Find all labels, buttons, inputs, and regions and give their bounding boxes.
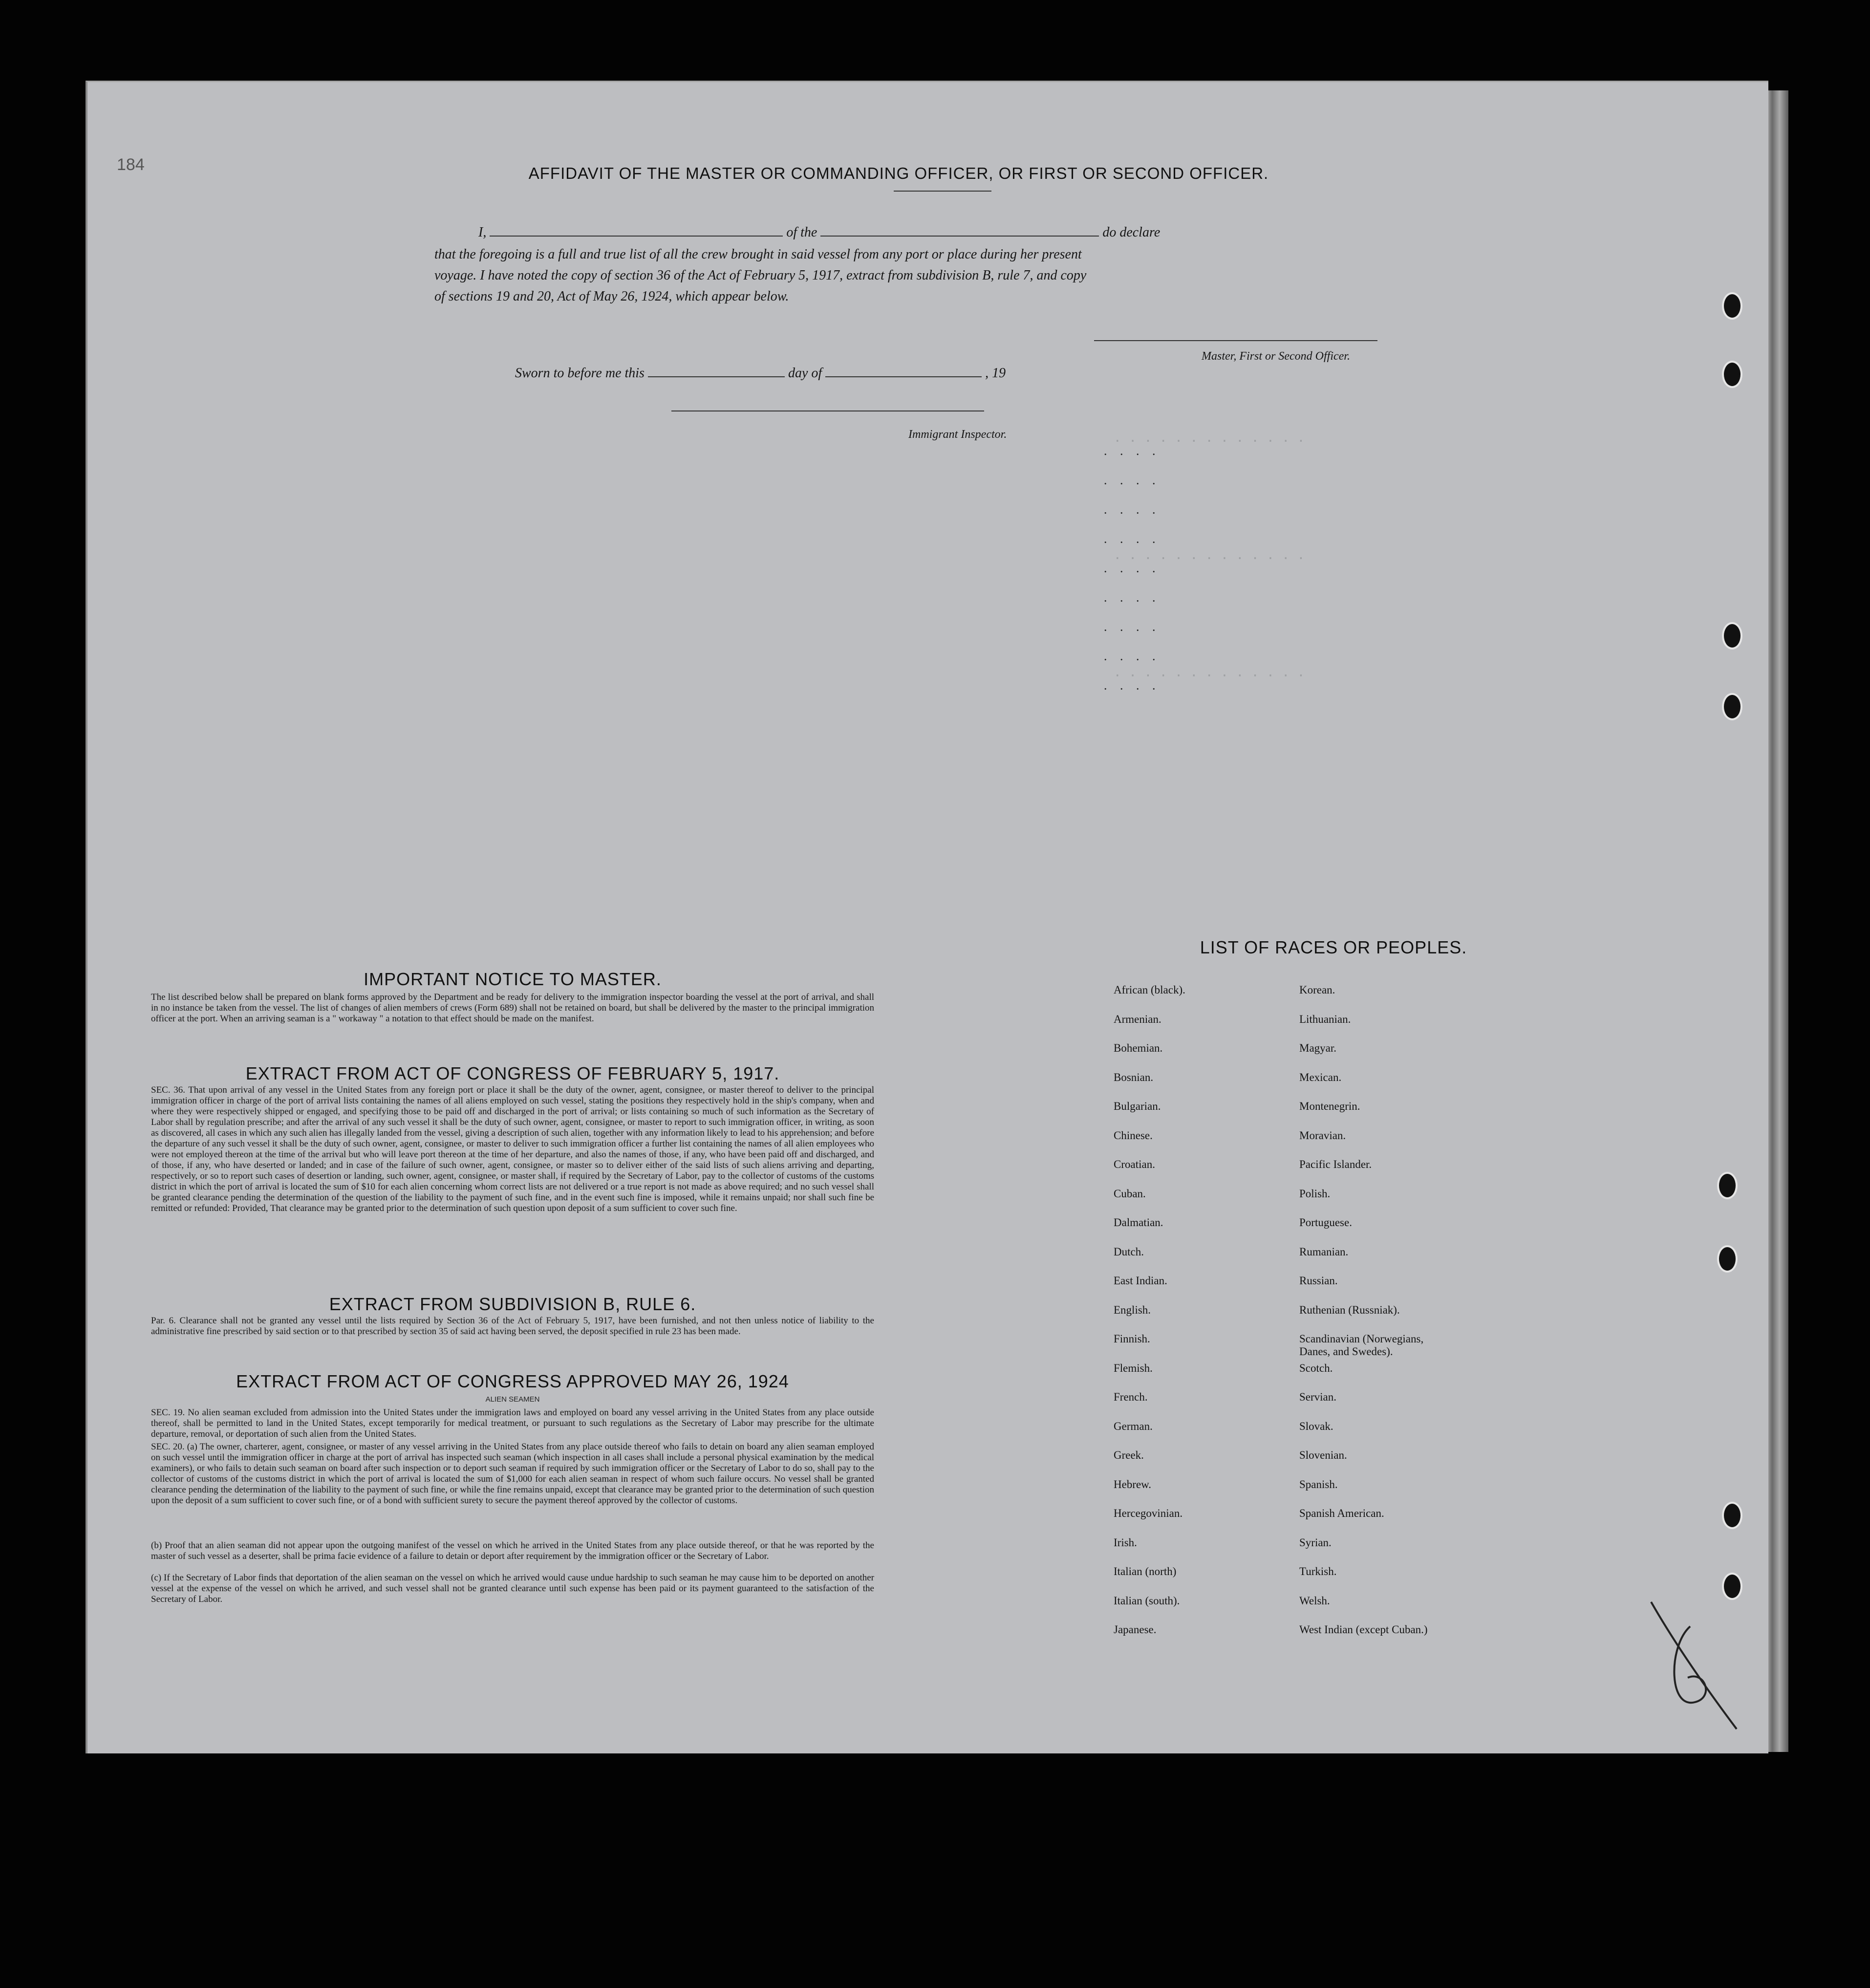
leader-dots: . . . .	[1104, 473, 1161, 487]
title-underline	[894, 191, 991, 192]
punch-hole	[1722, 1573, 1742, 1600]
bleed-through-text: · · · · · · · · · · · · ·	[1114, 551, 1305, 566]
sec-19-text: SEC. 19. No alien seaman excluded from admission into the United States under the immigration laws and employed on board any vessel arriving in the United States from any place outside thereof, shall be permitted to land in the United States, except temporarily for medical treatment, or pursuant to such regulations as the Secretary of Labor may prescribe for the ultimate departure, removal, or deportation of such alien from the United States.	[151, 1407, 874, 1439]
sec-20a-text: SEC. 20. (a) The owner, charterer, agent, consignee, or master of any vessel arriving in the United States from any place outside thereof who fails to detain on board any alien seaman employed on such vessel until the immigration officer in charge at the port of arrival has inspected such seaman (which inspection in all cases shall include a personal physical examination by the medical examiners), or who fails to detain such seaman on board after such inspection or to deport such seaman if required by such immigration officer or the Secretary of Labor to do so, shall pay to the collector of customs of the customs district in which the port of arrival is located the sum of $1,000 for each alien seaman in respect of whom such failure occurs. No vessel shall be granted clearance pending the determination of the liability to the payment of such fine, or while the fine remains unpaid, except that clearance may be granted prior to the determination of such question upon the deposit of a sum sufficient to cover such fine, or of a bond with sufficient surety to secure the payment thereof approved by the collector of customs.	[151, 1442, 874, 1506]
race-item: Turkish.	[1299, 1565, 1337, 1577]
race-item: Lithuanian.	[1299, 1013, 1351, 1025]
sworn-day-blank[interactable]	[648, 376, 785, 377]
leader-dots: . . . .	[1104, 561, 1161, 575]
race-item: Russian.	[1299, 1275, 1338, 1287]
extract-1917-title: EXTRACT FROM ACT OF CONGRESS OF FEBRUARY 5, 1917.	[245, 1063, 780, 1083]
declaration-line-3: voyage. I have noted the copy of section 36 of the Act of February 5, 1917, extract from subdivision B, rule 7, and copy	[434, 268, 1087, 283]
leader-dots: . . . .	[1104, 590, 1161, 605]
notice-title: IMPORTANT NOTICE TO MASTER.	[364, 969, 662, 989]
punch-hole	[1722, 292, 1742, 320]
corner-number: 184	[117, 155, 145, 174]
race-item: Moravian.	[1299, 1129, 1346, 1142]
race-item: Portuguese.	[1299, 1216, 1352, 1229]
race-item: Dalmatian.	[1114, 1216, 1163, 1229]
master-signature-line[interactable]	[1094, 340, 1377, 341]
punch-hole	[1722, 693, 1742, 720]
race-item: Servian.	[1299, 1391, 1337, 1403]
race-item: Slovenian.	[1299, 1449, 1347, 1461]
sworn-label: Sworn to before me this	[515, 366, 645, 381]
race-item: Syrian.	[1299, 1536, 1332, 1549]
race-item: Hebrew.	[1114, 1478, 1152, 1491]
race-item: Japanese.	[1114, 1623, 1157, 1636]
extract-1924-title: EXTRACT FROM ACT OF CONGRESS APPROVED MAY 26, 1924	[236, 1371, 789, 1391]
race-item: Montenegrin.	[1299, 1100, 1360, 1112]
day-of-label: day of	[788, 366, 822, 381]
race-item: Slovak.	[1299, 1420, 1333, 1432]
race-item: Chinese.	[1114, 1129, 1153, 1142]
race-item: Mexican.	[1299, 1071, 1342, 1083]
i-label: I,	[478, 225, 487, 240]
leader-dots: . . . .	[1104, 678, 1161, 692]
race-item: Ruthenian (Russniak).	[1299, 1303, 1400, 1316]
race-item: Korean.	[1299, 984, 1335, 996]
punch-hole	[1717, 1245, 1738, 1273]
document-sheet	[86, 81, 1768, 1753]
race-item: Hercegovinian.	[1114, 1507, 1183, 1519]
race-item: Polish.	[1299, 1187, 1331, 1200]
master-label: Master, First or Second Officer.	[1202, 350, 1350, 363]
extract-1917-text: SEC. 36. That upon arrival of any vessel in the United States from any foreign port or place it shall be the duty of the owner, agent, consignee, or master thereof to deliver to the principal immigration officer in charge of the port of arrival lists containing the names of all aliens employed on such vessel, stating the positions they respectively hold in the ship's company, when and where they were respectively shipped or engaged, and specifying those to be paid off and discharged in the port of arrival; or lists containing so much of such information as the Secretary of Labor shall by regulation prescribe; and after the arrival of any such vessel it shall be the duty of such owner, agent, consignee, or master to report to such immigration officer, in writing, as soon as discovered, all cases in which any such alien has illegally landed from the vessel, giving a description of such alien, together with any information likely to lead to his apprehension; and before the departure of any such vessel it shall be the duty of such owner, agent, consignee, or master to deliver to such immigration officer a further list containing the names of all alien employees who were not employed thereon at the time of the arrival but who will leave port thereon at the time of her departure, and also the names of those, if any, who have been paid off and discharged, and of those, if any, who have deserted or landed; and in case of the failure of such owner, agent, consignee, or master so to deliver either of the said lists of such aliens arriving and departing, respectively, or so to report such cases of desertion or landing, such owner, agent, consignee, or master shall, if required by the Secretary of Labor, pay to the collector of customs of the customs district in which the port of arrival is located the sum of $10 for each alien concerning whom correct lists are not delivered or a true report is not made as above required; and no such vessel shall be granted clearance pending the determination of the question of the liability to the payment of such fine, and in the event such fine is imposed, while it remains unpaid; nor shall such fine be remitted or refunded: Provided, That clearance may be granted prior to the determination of such question upon deposit of a sum sufficient to cover such fine.	[151, 1085, 874, 1213]
year-label: , 19	[985, 366, 1006, 381]
leader-dots: . . . .	[1104, 444, 1161, 458]
sworn-month-blank[interactable]	[825, 376, 982, 377]
race-item: Irish.	[1114, 1536, 1137, 1549]
sec-20c-text: (c) If the Secretary of Labor finds that deportation of the alien seaman on the vessel on which he arrived would cause undue hardship to such seaman he may cause him to be deported on another vessel at the expense of the vessel on which he arrived, and such vessel shall not be granted clearance until such expense has been paid or its payment guaranteed to the satisfaction of the Secretary of Labor.	[151, 1573, 874, 1604]
race-item: French.	[1114, 1391, 1148, 1403]
race-item: Scandinavian (Norwegians, Danes, and Swedes).	[1299, 1333, 1424, 1358]
declare-label: do declare	[1102, 225, 1161, 240]
leader-dots: . . . .	[1104, 649, 1161, 663]
of-the-label: of the	[786, 225, 817, 240]
race-item: German.	[1114, 1420, 1153, 1432]
sec-20b-text: (b) Proof that an alien seaman did not appear upon the outgoing manifest of the vessel on which he arrived in the United States from any place outside thereof, or that he was reported by the master of such vessel as a deserter, shall be prima facie evidence of a failure to detain or deport after requirement by the immigration officer or the Secretary of Labor.	[151, 1540, 874, 1561]
inspector-label: Immigrant Inspector.	[908, 428, 1007, 441]
race-item: Welsh.	[1299, 1594, 1330, 1607]
affidavit-title: AFFIDAVIT OF THE MASTER OR COMMANDING OFFICER, OR FIRST OR SECOND OFFICER.	[528, 164, 1269, 182]
bleed-through-text: · · · · · · · · · · · · ·	[1114, 434, 1305, 449]
declaration-line-1	[478, 225, 1160, 240]
leader-dots: . . . .	[1104, 532, 1161, 546]
declaration-line-4: of sections 19 and 20, Act of May 26, 1924, which appear below.	[434, 289, 789, 304]
rule-6-title: EXTRACT FROM SUBDIVISION B, RULE 6.	[329, 1294, 696, 1314]
race-item: Bosnian.	[1114, 1071, 1154, 1083]
race-item: Italian (north)	[1114, 1565, 1177, 1577]
race-item: Dutch.	[1114, 1245, 1144, 1258]
handwritten-mark	[1641, 1597, 1749, 1734]
race-item: Armenian.	[1114, 1013, 1161, 1025]
race-item: Bulgarian.	[1114, 1100, 1161, 1112]
punch-hole	[1722, 622, 1742, 649]
punch-hole	[1717, 1172, 1738, 1199]
race-item: West Indian (except Cuban.)	[1299, 1623, 1428, 1636]
race-item: East Indian.	[1114, 1275, 1167, 1287]
race-item: Greek.	[1114, 1449, 1144, 1461]
race-item: Rumanian.	[1299, 1245, 1349, 1258]
punch-hole	[1722, 361, 1742, 388]
race-item: Cuban.	[1114, 1187, 1146, 1200]
bleed-through-text: · · · · · · · · · · · · ·	[1114, 669, 1305, 683]
race-item: Bohemian.	[1114, 1042, 1163, 1054]
race-item: Flemish.	[1114, 1361, 1153, 1374]
declaration-line-2: that the foregoing is a full and true list of all the crew brought in said vessel from any port or place during her present	[434, 247, 1082, 262]
name-blank[interactable]	[490, 236, 783, 237]
race-item: Spanish.	[1299, 1478, 1338, 1491]
race-item: Magyar.	[1299, 1042, 1337, 1054]
punch-hole	[1722, 1502, 1742, 1529]
leader-dots: . . . .	[1104, 620, 1161, 634]
race-item: Croatian.	[1114, 1158, 1155, 1170]
alien-seamen-subtitle: ALIEN SEAMEN	[485, 1395, 540, 1404]
notice-text: The list described below shall be prepared on blank forms approved by the Department and be ready for delivery to the immigration inspector boarding the vessel at the port of arrival, and shall in no instance be taken from the vessel. The list of changes of alien members of crews (Form 689) shall not be retained on board, but shall be delivered by the master to the principal immigration officer at the port. When an arriving seaman is a " workaway " a notation to that effect should be made on the manifest.	[151, 992, 874, 1024]
race-item: African (black).	[1114, 984, 1185, 996]
leader-dots: . . . .	[1104, 502, 1161, 517]
race-item: English.	[1114, 1303, 1151, 1316]
vessel-blank[interactable]	[820, 236, 1099, 237]
race-item: Scotch.	[1299, 1361, 1333, 1374]
race-item: Italian (south).	[1114, 1594, 1180, 1607]
race-item: Finnish.	[1114, 1333, 1150, 1345]
race-item: Spanish American.	[1299, 1507, 1384, 1519]
race-item: Pacific Islander.	[1299, 1158, 1372, 1170]
sworn-line	[515, 366, 1006, 381]
rule-6-text: Par. 6. Clearance shall not be granted any vessel until the lists required by Section 36 of the Act of February 5, 1917, have been furnished, and not then unless notice of liability to the administrative fine prescribed by said section or to that prescribed by section 35 of said act having been served, the deposit specified in rule 23 has been made.	[151, 1316, 874, 1337]
races-title: LIST OF RACES OR PEOPLES.	[1200, 937, 1467, 957]
